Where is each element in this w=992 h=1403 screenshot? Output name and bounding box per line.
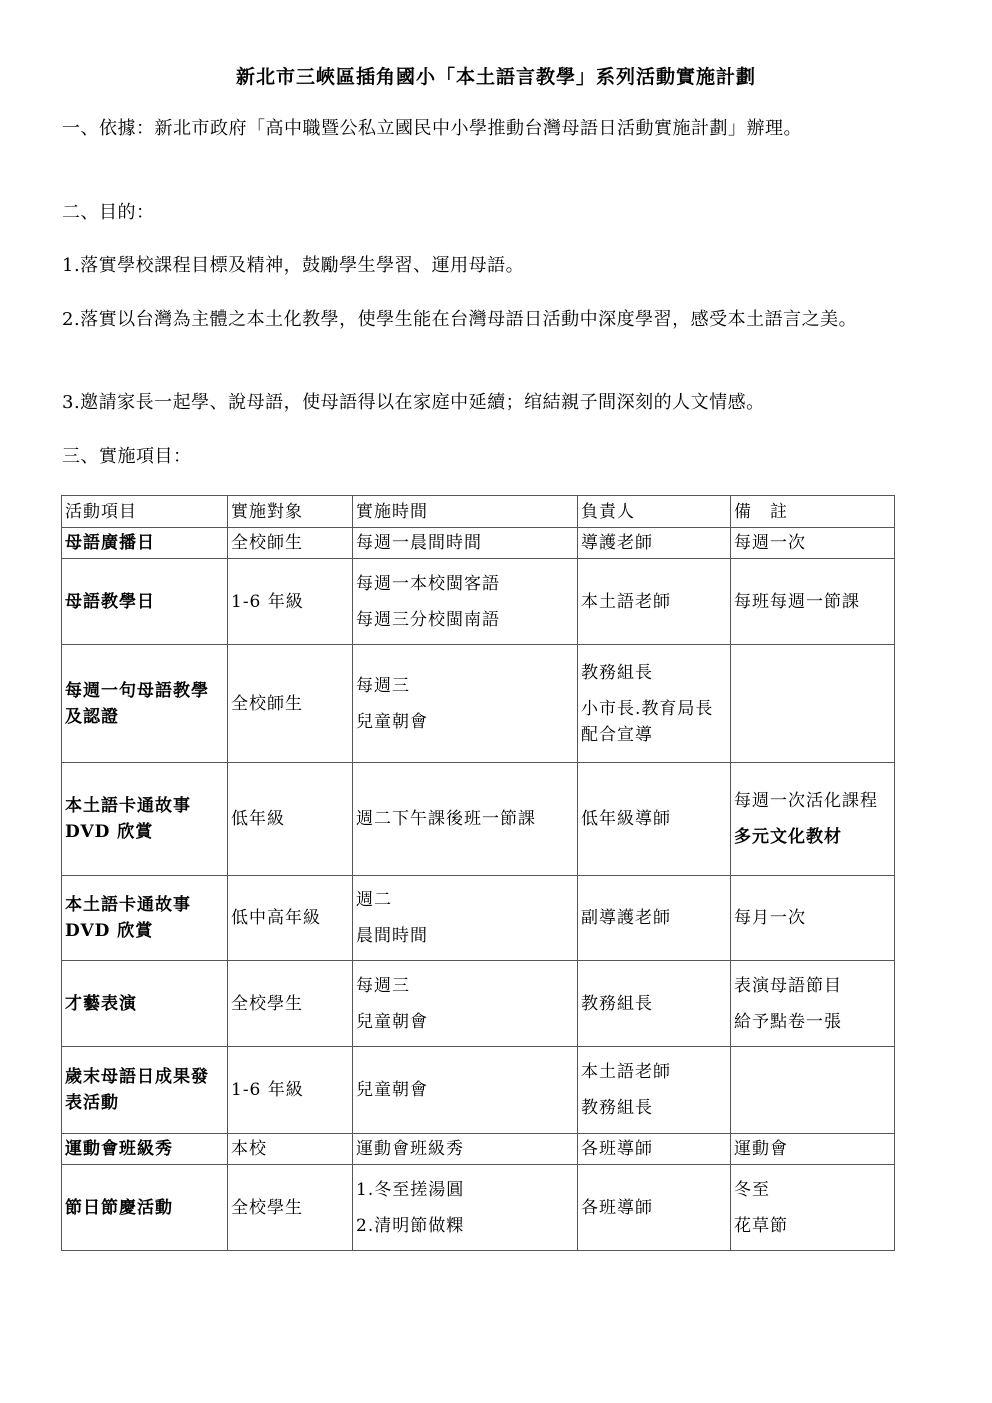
time-line: 運動會班級秀 (356, 1139, 464, 1159)
table-row (62, 763, 895, 876)
note-cell (731, 559, 895, 645)
owner-line: 副導護老師 (581, 908, 671, 928)
activity-cell: 歲末母語日成果發表活動 (62, 1047, 228, 1134)
owner-line: 本土語老師 (581, 1062, 671, 1082)
note-cell (731, 876, 895, 961)
time-line: 晨間時間 (356, 926, 428, 946)
line-gap (734, 999, 891, 1009)
owner-cell (578, 645, 731, 763)
time-line: 每週三 (356, 975, 410, 996)
owner-cell (578, 1047, 731, 1134)
time-cell (353, 528, 578, 559)
table-row (62, 1134, 895, 1165)
owner-cell (578, 528, 731, 559)
note-line: 每班每週一節課 (734, 591, 860, 612)
target-cell: 全校學生 (228, 1165, 353, 1251)
line-gap (356, 597, 574, 607)
line-gap (356, 913, 574, 923)
time-line: 每週三 (356, 675, 410, 696)
owner-line: 各班導師 (581, 1197, 653, 1218)
time-cell (353, 1134, 578, 1165)
table-header-row (62, 496, 895, 528)
owner-cell (578, 961, 731, 1047)
line-gap (581, 686, 727, 696)
table-row (62, 559, 895, 645)
note-cell (731, 1165, 895, 1251)
note-line: 多元文化教材 (734, 827, 842, 847)
note-line: 冬至 (734, 1179, 770, 1200)
note-line: 運動會 (734, 1139, 788, 1159)
time-line: 兒童朝會 (356, 711, 428, 732)
note-cell (731, 961, 895, 1047)
activity-cell: 本土語卡通故事 DVD 欣賞 (62, 876, 228, 961)
table-row (62, 1047, 895, 1134)
table-row (62, 961, 895, 1047)
time-cell (353, 1047, 578, 1134)
purpose-heading: 二、目的： (62, 202, 155, 223)
table-body (62, 528, 895, 1251)
owner-cell (578, 763, 731, 876)
table-row (62, 876, 895, 961)
time-line: 週二 (356, 890, 392, 910)
note-cell (731, 1047, 895, 1134)
purpose-item-3: 3.邀請家長一起學、說母語，使母語得以在家庭中延續；绾結親子間深刻的人文情感。 (62, 392, 765, 413)
document-title: 新北市三峽區插角國小「本土語言教學」系列活動實施計劃 (235, 66, 756, 88)
note-line: 給予點卷一張 (734, 1011, 842, 1032)
owner-line: 教務組長 (581, 1098, 653, 1118)
header-time: 實施時間 (353, 496, 578, 528)
header-note: 備 註 (731, 496, 895, 528)
time-line: 2.清明節做粿 (356, 1215, 465, 1236)
owner-cell (578, 1165, 731, 1251)
time-cell (353, 961, 578, 1047)
note-line: 表演母語節目 (734, 975, 842, 996)
owner-cell (578, 876, 731, 961)
time-line: 每週一晨間時間 (356, 533, 482, 553)
header-owner: 負責人 (578, 496, 731, 528)
time-line: 週二下午課後班一節課 (356, 809, 536, 829)
activity-cell: 母語廣播日 (62, 528, 228, 559)
time-cell (353, 559, 578, 645)
note-cell (731, 1134, 895, 1165)
owner-line: 低年級導師 (581, 809, 671, 829)
time-line: 每週三分校閩南語 (356, 609, 500, 630)
activity-cell: 本土語卡通故事 DVD 欣賞 (62, 763, 228, 876)
target-cell: 1-6 年級 (228, 559, 353, 645)
activity-cell: 每週一句母語教學及認證 (62, 645, 228, 763)
activity-cell: 節日節慶活動 (62, 1165, 228, 1251)
time-line: 兒童朝會 (356, 1011, 428, 1032)
line-gap (356, 999, 574, 1009)
time-cell (353, 763, 578, 876)
owner-line: 本土語老師 (581, 591, 671, 612)
table-row (62, 1165, 895, 1251)
note-line: 花草節 (734, 1215, 788, 1236)
owner-line: 教務組長 (581, 993, 653, 1014)
activity-cell: 運動會班級秀 (62, 1134, 228, 1165)
owner-line: 小市長.教育局長配合宣導 (581, 698, 714, 745)
note-cell (731, 645, 895, 763)
time-cell (353, 1165, 578, 1251)
line-gap (356, 1203, 574, 1213)
line-gap (734, 1203, 891, 1213)
target-cell: 全校師生 (228, 528, 353, 559)
activity-cell: 母語教學日 (62, 559, 228, 645)
basis-paragraph: 一、依據：新北市政府「高中職暨公私立國民中小學推動台灣母語日活動實施計劃」辦理。 (62, 118, 802, 139)
purpose-item-1: 1.落實學校課程目標及精神，鼓勵學生學習、運用母語。 (62, 255, 525, 276)
note-cell (731, 763, 895, 876)
target-cell: 1-6 年級 (228, 1047, 353, 1134)
target-cell: 低年級 (228, 763, 353, 876)
time-cell (353, 876, 578, 961)
header-activity: 活動項目 (62, 496, 228, 528)
owner-line: 各班導師 (581, 1139, 653, 1159)
purpose-item-2: 2.落實以台灣為主體之本土化教學，使學生能在台灣母語日活動中深度學習，感受本土語言之美。 (62, 309, 858, 330)
time-line: 兒童朝會 (356, 1080, 428, 1100)
note-line: 每週一次活化課程 (734, 791, 878, 811)
header-target: 實施對象 (228, 496, 353, 528)
activity-cell: 才藝表演 (62, 961, 228, 1047)
note-line: 每月一次 (734, 908, 806, 928)
table-row (62, 645, 895, 763)
owner-cell (578, 559, 731, 645)
owner-cell (578, 1134, 731, 1165)
target-cell: 本校 (228, 1134, 353, 1165)
activity-table (61, 495, 895, 1251)
line-gap (581, 1085, 727, 1095)
owner-line: 教務組長 (581, 662, 653, 683)
table-row (62, 528, 895, 559)
time-cell (353, 645, 578, 763)
note-line: 每週一次 (734, 533, 806, 553)
line-gap (734, 814, 891, 824)
note-cell (731, 528, 895, 559)
target-cell: 低中高年級 (228, 876, 353, 961)
items-heading: 三、實施項目： (62, 446, 192, 467)
line-gap (356, 699, 574, 709)
time-line: 1.冬至搓湯圓 (356, 1179, 465, 1200)
owner-line: 導護老師 (581, 533, 653, 553)
target-cell: 全校學生 (228, 961, 353, 1047)
target-cell: 全校師生 (228, 645, 353, 763)
time-line: 每週一本校閩客語 (356, 573, 500, 594)
